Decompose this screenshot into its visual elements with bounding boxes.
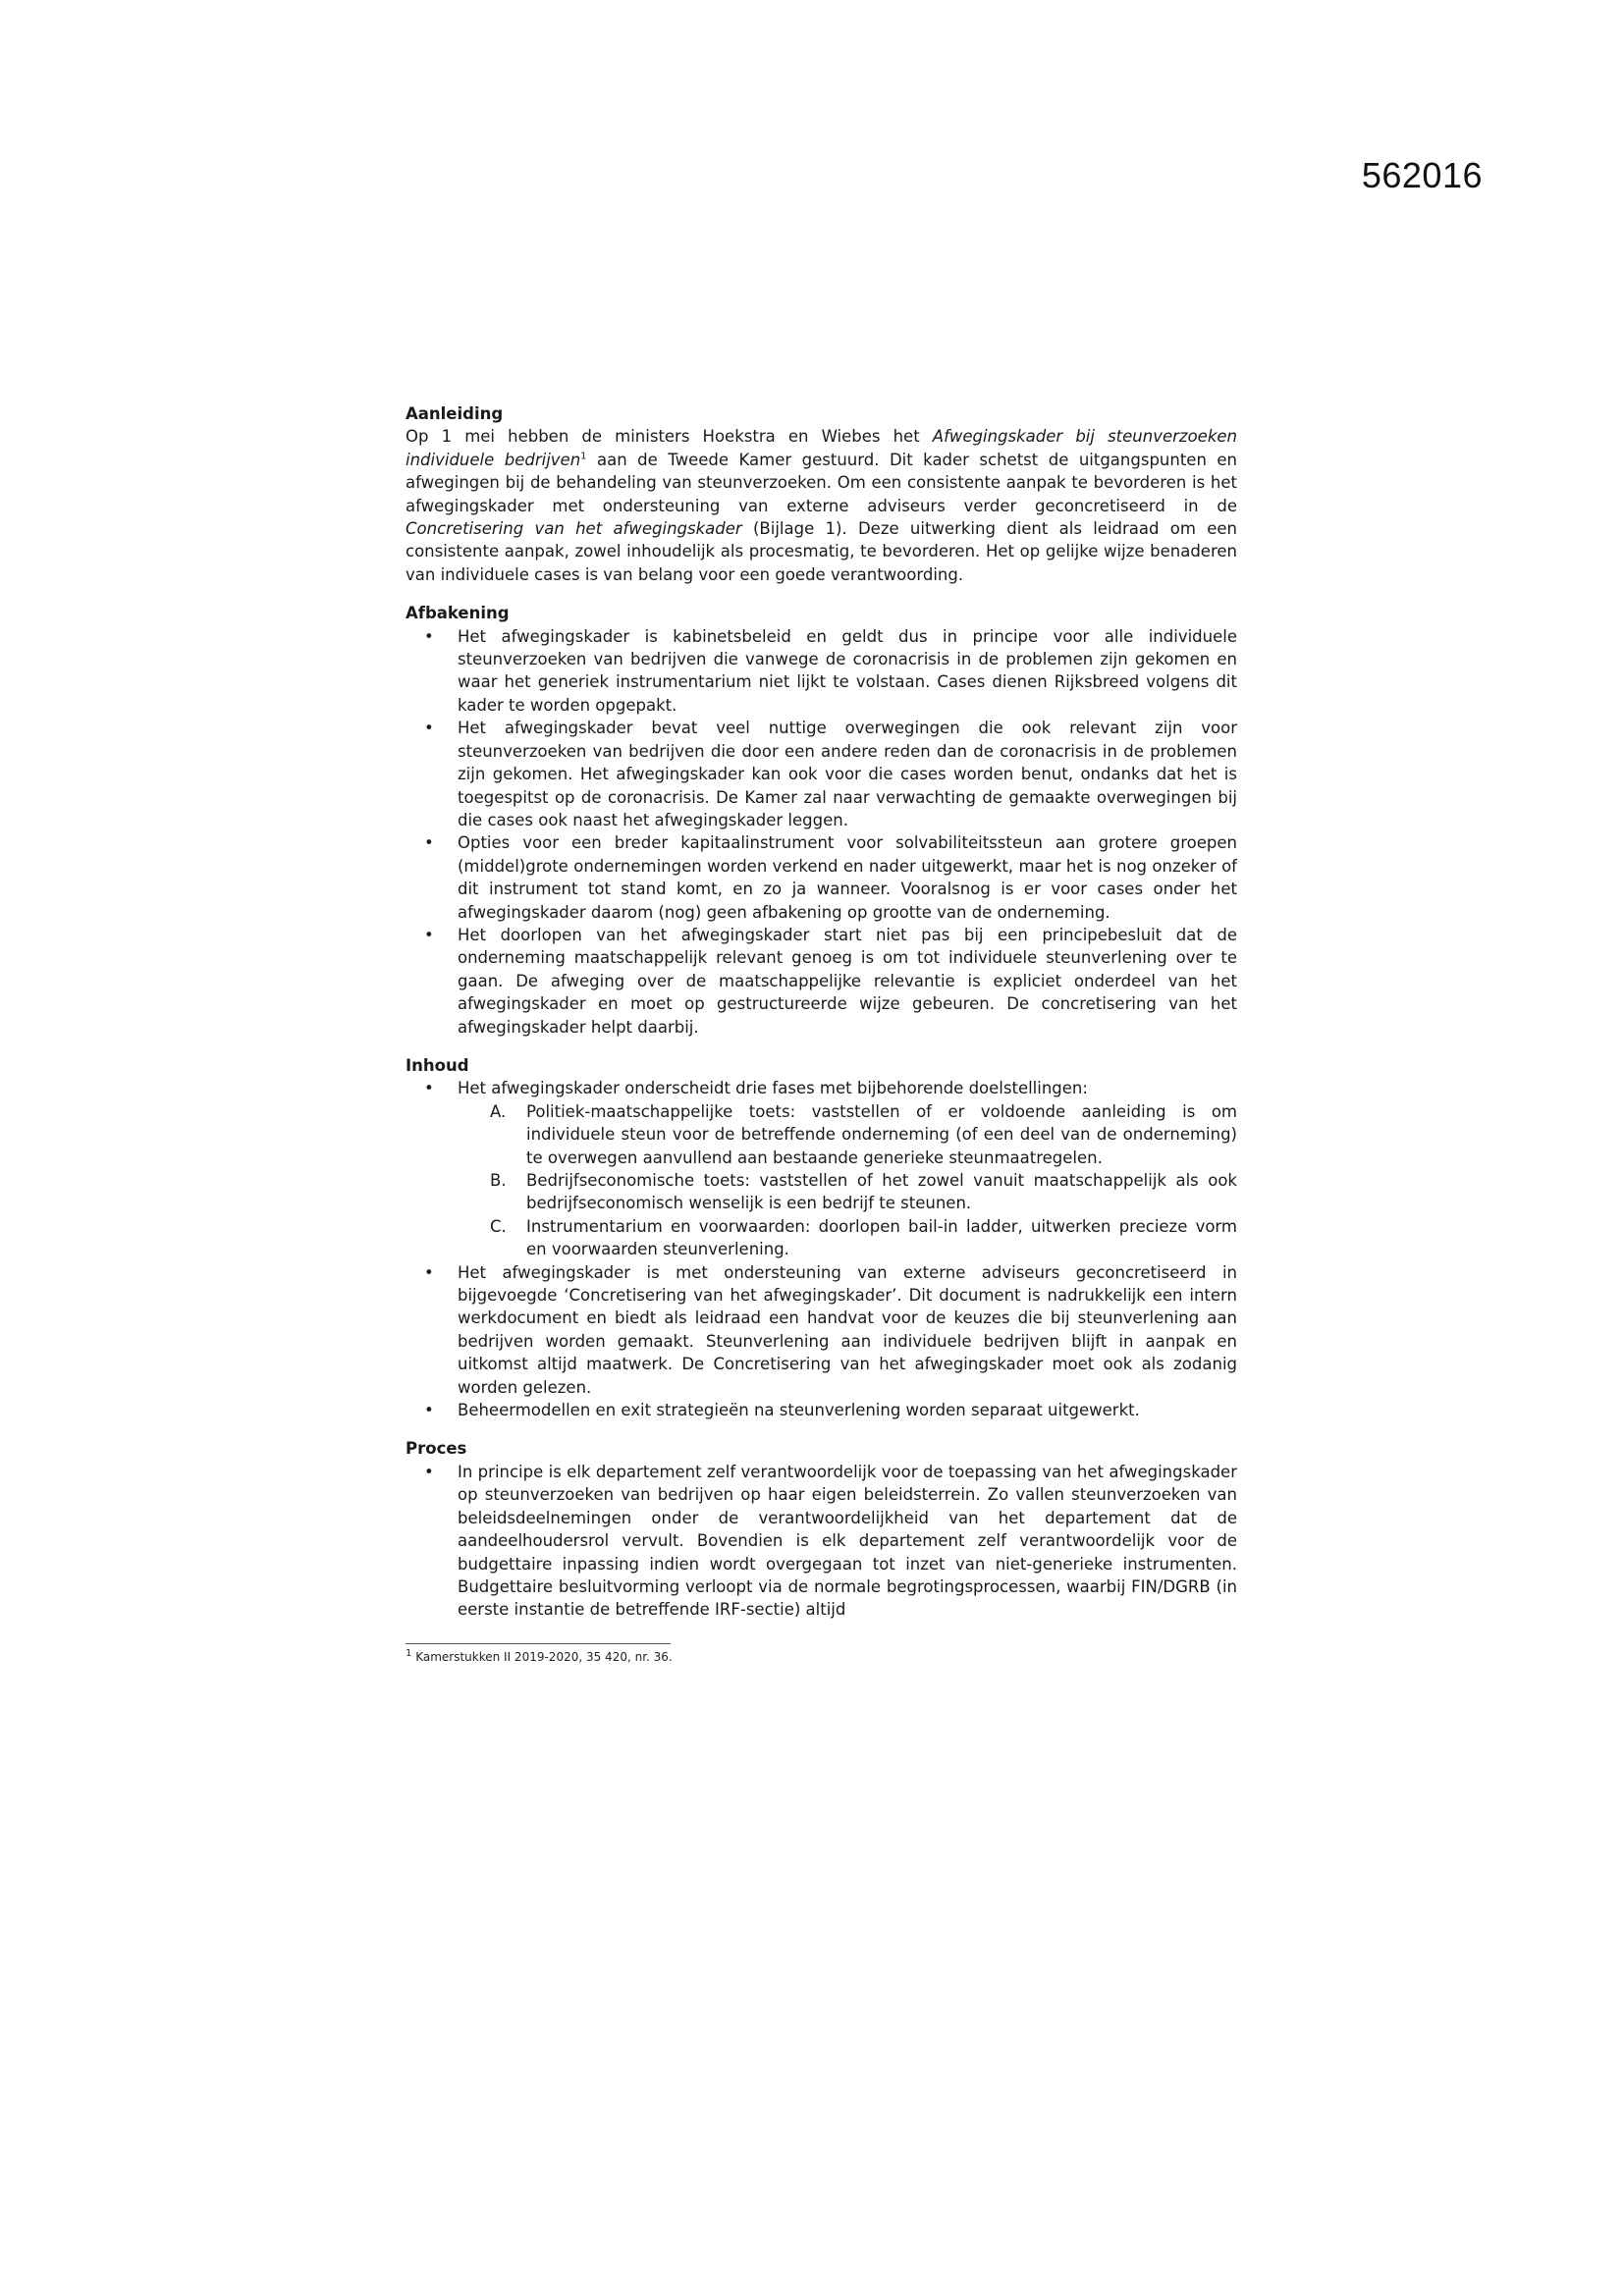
aanleiding-paragraph: [406, 425, 1237, 586]
phase-item-c: [458, 1215, 1237, 1261]
afbakening-list: [406, 625, 1237, 1039]
document-number: 562016: [1361, 155, 1483, 195]
afbakening-item-4: • Het doorlopen van het afwegingskader start niet pas bij een principebesluit dat de onderneming maatschappelijk relevant genoeg is om tot individuele steunverlening over te gaan. De afweging over de maatschappelijke relevantie is expliciet onderdeel van het afwegingskader en moet op gestructureerde wijze gebeuren. De concretisering van het afwegingskader helpt daarbij.: [406, 924, 1237, 1039]
document-body: [406, 402, 1237, 1666]
phase-item-a: [458, 1100, 1237, 1169]
inhoud-item-2: • Het afwegingskader is met ondersteuning van externe adviseurs geconcretiseerd in bijgevoegde ‘Concretisering van het afwegingskader’. Dit document is nadrukkelijk een intern werkdocument en biedt als leidraad een handvat voor de keuzes die bij steunverlening aan bedrijven worden gemaakt. Steunverlening aan individuele bedrijven blijft in aanpak en uitkomst altijd maatwerk. De Concretisering van het afwegingskader moet ook als zodanig worden gelezen.: [406, 1261, 1237, 1399]
phase-marker-b: B.: [490, 1171, 507, 1190]
phase-marker-a: A.: [490, 1101, 507, 1121]
proces-list: [406, 1461, 1237, 1622]
phase-item-b: [458, 1169, 1237, 1215]
phase-text-a: Politiek-maatschappelijke toets: vaststellen of er voldoende aanleiding is om individuele steun voor de betreffende onderneming (of een deel van de onderneming) te overwegen aanvullend aan bestaande generieke steunmaatregelen.: [526, 1101, 1237, 1167]
afbakening-item-1: • Het afwegingskader is kabinetsbeleid en geldt dus in principe voor alle individuele steunverzoeken van bedrijven die vanwege de coronacrisis in de problemen zijn gekomen en waar het generiek instrumentarium niet lijkt te volstaan. Cases dienen Rijksbreed volgens dit kader te worden opgepakt.: [406, 625, 1237, 718]
phase-list: [458, 1100, 1237, 1261]
phase-marker-c: C.: [490, 1216, 507, 1236]
afbakening-item-3: • Opties voor een breder kapitaalinstrument voor solvabiliteitssteun aan grotere groepen (middel)grote ondernemingen worden verkend en nader uitgewerkt, maar het is nog onzeker of dit instrument tot stand komt, en zo ja wanneer. Vooralsnog is er voor cases onder het afwegingskader daarom (nog) geen afbakening op grootte van de onderneming.: [406, 831, 1237, 924]
section-title-aanleiding: Aanleiding: [406, 404, 504, 423]
inhoud-item-1-intro: Het afwegingskader onderscheidt drie fases met bijbehorende doelstellingen:: [458, 1079, 1088, 1098]
phase-text-c: Instrumentarium en voorwaarden: doorlopen bail-in ladder, uitwerken precieze vorm en voorwaarden steunverlening.: [526, 1216, 1237, 1259]
proces-item-1: • In principe is elk departement zelf verantwoordelijk voor de toepassing van het afwegingskader op steunverzoeken van bedrijven op haar eigen beleidsterrein. Zo vallen steunverzoeken van beleidsdeelnemingen onder de verantwoordelijkheid van het departement dat de aandeelhoudersrol vervult. Bovendien is elk departement zelf verantwoordelijk voor de budgettaire inpassing indien wordt overgegaan tot inzet van niet-generieke instrumenten. Budgettaire besluitvorming verloopt via de normale begrotingsprocessen, waarbij FIN/DGRB (in eerste instantie de betreffende IRF-sectie) altijd: [406, 1461, 1237, 1622]
inhoud-list: [406, 1077, 1237, 1421]
aanleiding-italic-2: Concretisering van het afwegingskader: [406, 519, 742, 539]
phase-text-b: Bedrijfseconomische toets: vaststellen of het zowel vanuit maatschappelijk als ook bedrijfseconomisch wenselijk is een bedrijf te steunen.: [526, 1171, 1237, 1213]
footnote-marker: 1: [406, 1647, 412, 1659]
afbakening-item-2: • Het afwegingskader bevat veel nuttige overwegingen die ook relevant zijn voor steunverzoeken van bedrijven die door een andere reden dan de coronacrisis in de problemen zijn gekomen. Het afwegingskader kan ook voor die cases worden benut, ondanks dat het is toegespitst op de coronacrisis. De Kamer zal naar verwachting de gemaakte overwegingen bij die cases ook naast het afwegingskader leggen.: [406, 717, 1237, 831]
aanleiding-text-3: (Bijlage 1). Deze uitwerking dient als leidraad om een consistente aanpak, zowel inhoudelijk als procesmatig, te bevorderen. Het op gelijke wijze benaderen van individuele cases is van belang voor een goede verantwoording.: [406, 519, 1237, 584]
footnote-divider: [406, 1643, 671, 1644]
footnote-reference: 1: [580, 451, 587, 462]
aanleiding-text-1: Op 1 mei hebben de ministers Hoekstra en Wiebes het: [406, 427, 933, 447]
section-title-afbakening: Afbakening: [406, 604, 510, 623]
footnote-text: Kamerstukken II 2019-2020, 35 420, nr. 36.: [411, 1649, 673, 1664]
footnote: [406, 1648, 1237, 1666]
section-title-inhoud: Inhoud: [406, 1055, 469, 1075]
inhoud-item-1: [406, 1077, 1237, 1260]
section-title-proces: Proces: [406, 1439, 467, 1459]
aanleiding-text-2: aan de Tweede Kamer gestuurd. Dit kader schetst de uitgangspunten en afwegingen bij de behandeling van steunverzoeken. Om een consistente aanpak te bevorderen is het afwegingskader met ondersteuning van externe adviseurs verder geconcretiseerd in de: [406, 450, 1237, 515]
aanleiding-italic-1: Afwegingskader bij steunverzoeken individuele bedrijven: [406, 427, 1237, 469]
inhoud-item-3: • Beheermodellen en exit strategieën na steunverlening worden separaat uitgewerkt.: [406, 1399, 1237, 1421]
